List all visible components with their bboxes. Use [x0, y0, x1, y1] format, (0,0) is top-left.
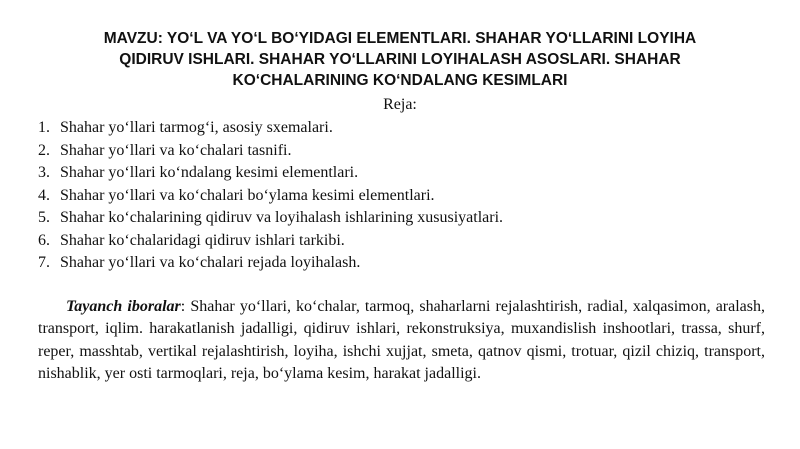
plan-item-number: 5.	[38, 209, 50, 226]
plan-item-text: Shahar ko‘chalarining qidiruv va loyihalash ishlarining xususiyatlari.	[60, 209, 504, 226]
plan-item-text: Shahar yo‘llari va ko‘chalari tasnifi.	[60, 141, 292, 159]
title-line: MAVZU: YO‘L VA YO‘L BO‘YIDAGI ELEMENTLARI. SHAHAR YO‘LLARINI LOYIHA	[103, 30, 697, 47]
keywords-paragraph	[38, 296, 765, 386]
plan-item-text: Shahar ko‘chalaridagi qidiruv ishlari tarkibi.	[60, 231, 345, 249]
plan-item	[38, 252, 758, 275]
plan-item-number: 3.	[38, 164, 50, 181]
title-line: KO‘CHALARINING KO‘NDALANG KESIMLARI	[232, 72, 568, 89]
plan-item-text: Shahar yo‘llari va ko‘chalari bo‘ylama kesimi elementlari.	[60, 186, 435, 204]
plan-item	[38, 140, 758, 163]
plan-item-text: Shahar yo‘llari va ko‘chalari rejada loyihalash.	[60, 254, 361, 271]
plan-item-number: 2.	[38, 141, 50, 159]
plan-item-number: 7.	[38, 254, 50, 271]
plan-item-number: 6.	[38, 231, 50, 249]
plan-item-text: Shahar yo‘llari tarmog‘i, asosiy sxemalari.	[60, 119, 333, 136]
plan-item-number: 4.	[38, 186, 50, 204]
plan-heading: Reja:	[383, 96, 417, 113]
plan-item	[38, 207, 758, 230]
plan-list	[38, 117, 758, 275]
plan-item-text: Shahar yo‘llari ko‘ndalang kesimi elementlari.	[60, 164, 359, 181]
plan-item	[38, 117, 758, 140]
plan-item	[38, 162, 758, 185]
document-title	[40, 28, 760, 91]
title-line: QIDIRUV ISHLARI. SHAHAR YO‘LLARINI LOYIHALASH ASOSLARI. SHAHAR	[119, 51, 681, 68]
keywords-text: : Shahar yo‘llari, ko‘chalar, tarmoq, shaharlarni rejalashtirish, radial, xalqasimon, aralash, transport, iqlim. harakatlanish jadalligi, qidiruv ishlari, rekonstruksiya, muxandislish inshootlari, trassa, shurf, reper, masshtab, vertikal rejalashtirish, loyiha, ishchi xujjat, smeta, qatnov qismi, trotuar, qizil chiziq, transport, nishablik, yer osti tarmoqlari, reja, bo‘ylama kesim, harakat jadalligi.	[38, 298, 766, 383]
keywords-label: Tayanch iboralar	[66, 298, 181, 315]
plan-item	[38, 185, 758, 208]
plan-item	[38, 230, 758, 253]
plan-item-number: 1.	[38, 119, 50, 136]
